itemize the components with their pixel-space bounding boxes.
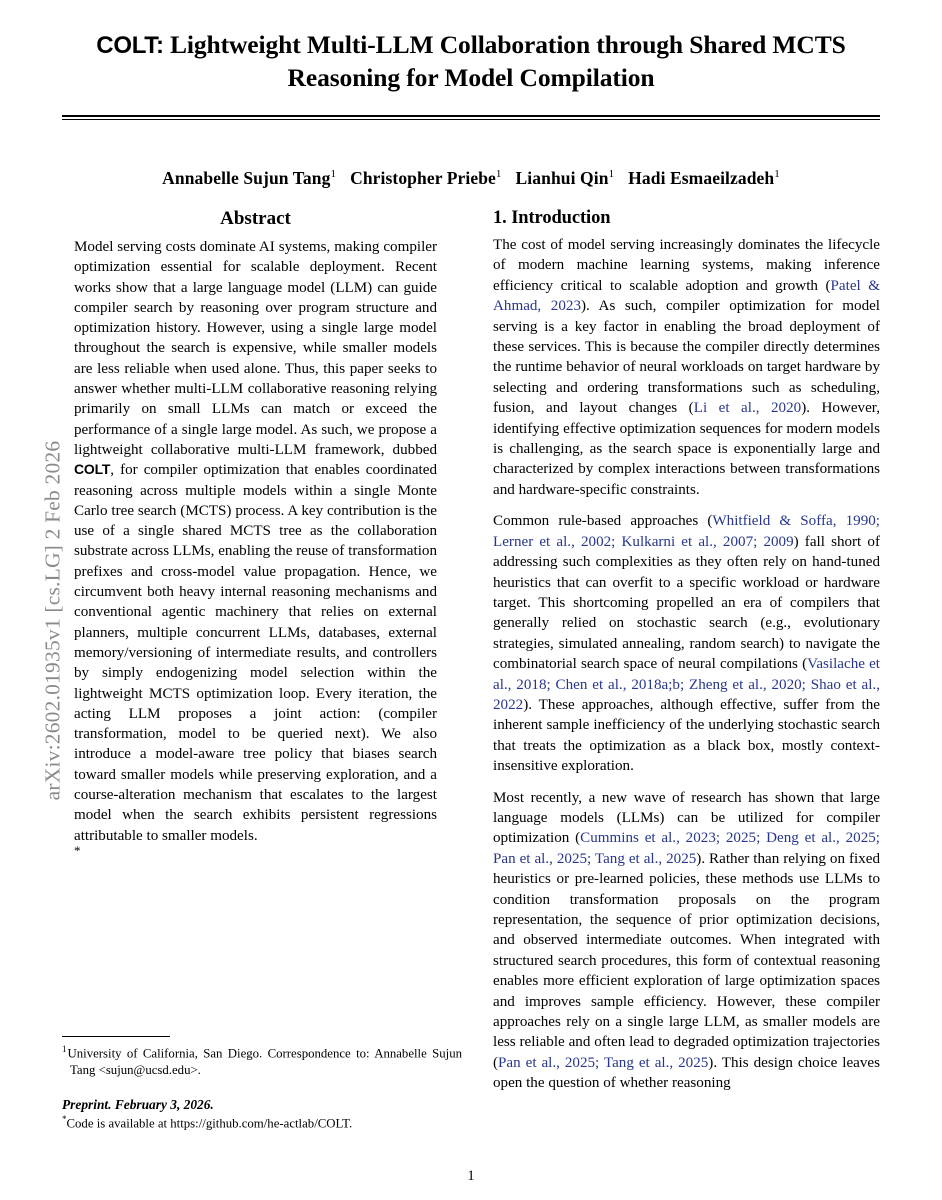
citation-link[interactable]: Vasilache et al., 2018; Chen et al., 2018a;b; Zheng et al., 2020; Shao et al., 2022	[493, 656, 880, 713]
citation-link[interactable]: Cummins et al., 2023; 2025; Deng et al., 2025; Pan et al., 2025; Tang et al., 2025	[493, 830, 880, 867]
abstract-footnote-marker: *	[74, 842, 81, 858]
intro-paragraph-1	[493, 235, 880, 500]
right-column	[493, 208, 880, 1105]
footnote-code-text: Code is available at https://github.com/he-actlab/COLT.	[66, 1115, 353, 1130]
abstract-text	[74, 237, 437, 846]
author-affiliation-marker: 1	[608, 168, 615, 181]
citation-link[interactable]: Patel & Ahmad, 2023	[493, 277, 880, 315]
page-number: 1	[467, 1168, 475, 1184]
intro-paragraph-3	[493, 788, 880, 1094]
title-rest: Lightweight Multi-LLM Collaboration through Shared MCTS Reasoning for Model Compilation	[163, 30, 846, 93]
author-name: Lianhui Qin	[515, 168, 609, 189]
footnote-divider	[62, 1036, 170, 1037]
left-column	[62, 208, 449, 1105]
abstract-part-2: , for compiler optimization that enables coordinated reasoning across multiple models within a single Monte Carlo tree search (MCTS) process. A key contribution is the use of a single shared MCTS tree as the collaboration substrate across LLMs, enabling the reuse of transformation prefixes and cross-model value propagation. Hence, we circumvent both heavy internal reasoning mechanisms and conventional agentic machinery that relies on external planners, multiple concurrent LLMs, databases, external memory/versioning of intermediate results, and controllers by simply endogenizing model selection within the lightweight MCTS optimization loop. Every iteration, the acting LLM proposes a joint action: (compiler transformation, model to be queried next). We also introduce a model-aware tree policy that biases search toward smaller models while preserving exploration, and a course-alteration mechanism that escalates to the largest model when the search exhibits persistent regressions attributable to smaller models.	[74, 462, 437, 844]
author-entry	[350, 168, 501, 188]
body-text: ) fall short of addressing such complexities as they often rely on hand-tuned heuristics that can overfit to a specific workload or hardware target. This shortcoming propelled an era of compilers that generally relied on stochastic search (e.g., evolutionary strategies, simulated annealing, random search) to navigate the combinatorial search space of neural compilations (	[493, 533, 880, 673]
author-affiliation-marker: 1	[774, 168, 780, 181]
section-heading-introduction: 1. Introduction	[493, 208, 611, 228]
two-column-body	[62, 208, 880, 1105]
body-text: ). However, identifying effective optimization sequences for modern models is challenging, as the search space is exponentially large and characterized by complex interactions between transformations and hardware-specific constraints.	[493, 400, 880, 498]
author-list	[62, 120, 880, 189]
author-affiliation-marker: 1	[495, 168, 502, 181]
body-text: Common rule-based approaches (	[493, 513, 713, 530]
abstract-brand: COLT	[74, 461, 111, 478]
body-text: ). These approaches, although effective, suffer from the inherent sample inefficiency of the underlying stochastic search that treats the optimization as a black box, mostly context-insensitive exploration.	[493, 696, 880, 775]
footnote-affiliation	[62, 1044, 462, 1079]
page-title	[62, 0, 880, 94]
author-entry	[628, 168, 780, 188]
abstract-heading: Abstract	[220, 208, 291, 229]
body-text: The cost of model serving increasingly dominates the lifecycle of modern machine learning systems, making inference efficiency critical to scalable adoption and growth (	[493, 237, 880, 294]
footnote-affiliation-marker: 1	[62, 1044, 67, 1054]
abstract-part-1: Model serving costs dominate AI systems, making compiler optimization essential for scalable deployment. Recent works show that a large language model (LLM) can guide compiler search by reasoning over program structure and optimization history. However, using a single large model throughout the search is expensive, while smaller models are less reliable when used alone. Thus, this paper seeks to answer whether multi-LLM collaborative reasoning relying primarily on small LLMs can match or exceed the performance of a single large model. As such, we propose a lightweight collaborative multi-LLM framework, dubbed	[74, 239, 437, 458]
footnote-code-marker: *	[62, 1113, 67, 1124]
body-text: ). As such, compiler optimization for model serving is a key factor in enabling the broad deployment of these services. This is because the compiler directly determines the runtime behavior of neural workloads on target hardware by selecting and ordering transformations such as scheduling, fusion, and layout changes (	[493, 298, 881, 417]
intro-paragraph-2	[493, 511, 880, 776]
arxiv-identifier-stamp: arXiv:2602.01935v1 [cs.LG] 2 Feb 2026	[40, 440, 65, 801]
citation-link[interactable]: Li et al., 2020	[693, 400, 802, 417]
author-name: Annabelle Sujun Tang	[162, 168, 331, 189]
body-text: Most recently, a new wave of research has shown that large language models (LLMs) can be utilized for compiler optimization (	[493, 789, 880, 847]
author-affiliation-marker: 1	[330, 168, 337, 181]
footnote-code	[62, 1114, 462, 1131]
author-entry	[516, 168, 615, 188]
author-name: Hadi Esmaeilzadeh	[628, 168, 775, 189]
body-text: ). This design choice leaves open the question of whether reasoning	[493, 1054, 880, 1092]
author-entry	[162, 168, 336, 188]
title-brand: COLT:	[96, 32, 164, 59]
author-name: Christopher Priebe	[350, 168, 496, 189]
citation-link[interactable]: Whitfield & Soffa, 1990; Lerner et al., 2002; Kulkarni et al., 2007; 2009	[493, 513, 880, 550]
footnote-preprint: Preprint. February 3, 2026.	[62, 1096, 214, 1112]
citation-link[interactable]: Pan et al., 2025; Tang et al., 2025	[498, 1054, 709, 1071]
footnote-block	[62, 1036, 462, 1131]
footnote-affiliation-text: University of California, San Diego. Correspondence to: Annabelle Sujun Tang <sujun@ucsd.edu>.	[67, 1046, 462, 1077]
paper-page	[62, 0, 880, 1200]
body-text: ). Rather than relying on fixed heuristics or pre-learned policies, these methods use LLMs to condition transformation proposals on the program representation, the sequence of prior optimization decisions, and observed intermediate outcomes. When integrated with structured search procedures, this form of contextual reasoning enables more efficient exploration of large optimization spaces and improves sample efficiency. However, these compiler approaches rely on a single large LLM, as smaller models are less reliable and often lead to degraded optimization trajectories (	[493, 850, 880, 1071]
